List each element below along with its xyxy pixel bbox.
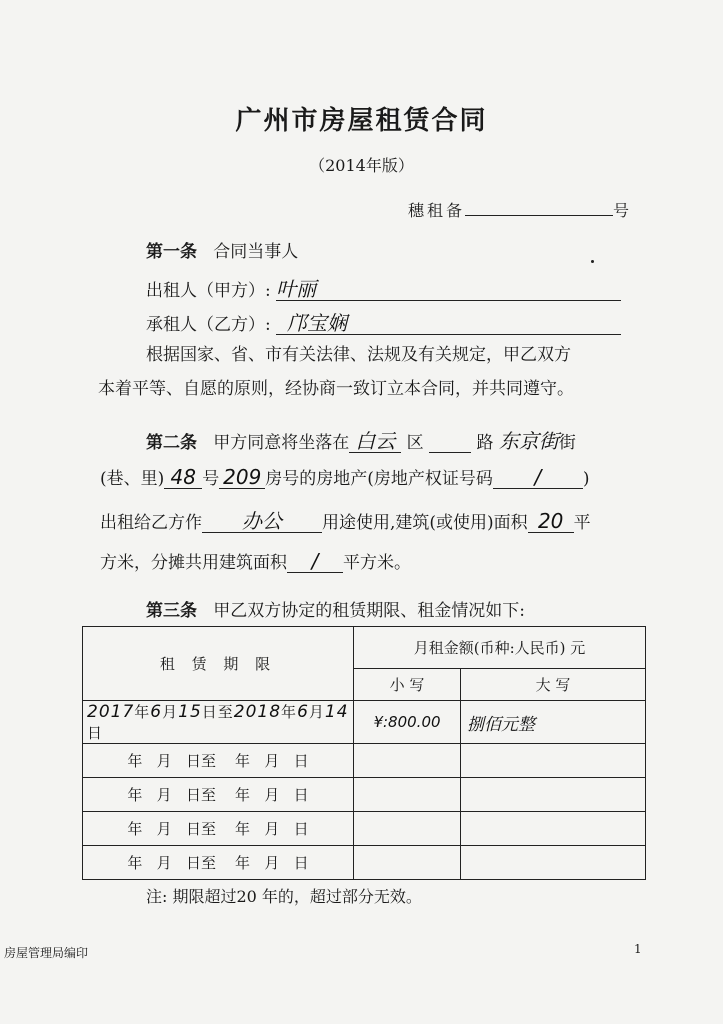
year-label-2: 年: [281, 703, 298, 721]
article3-text: 甲乙双方协定的租赁期限、租金情况如下:: [213, 601, 525, 621]
number1-field: [164, 467, 202, 489]
usage-value: 办公: [242, 509, 282, 533]
cert-close: ): [582, 469, 590, 489]
registration-blank: [465, 214, 613, 216]
table-row: [83, 701, 646, 744]
table-row: [83, 778, 646, 812]
lessee-value: 邝宝娴: [286, 311, 347, 335]
street-value: 东京街: [498, 429, 559, 453]
article1-heading-line: [146, 244, 298, 261]
rent-table: [82, 626, 646, 880]
usage-field: [202, 511, 322, 533]
table-header-row: [83, 627, 646, 669]
footer-publisher: 房屋管理局编印: [4, 946, 89, 960]
area-unit-1: 平: [573, 513, 591, 533]
number2-value: 209: [223, 465, 262, 489]
table-row: [83, 812, 646, 846]
period-cell: [83, 701, 354, 744]
article1-heading: 第一条: [146, 242, 197, 262]
rent-header: 月租金额(币种:人民币) 元: [354, 627, 646, 669]
day-to-label: 日至: [201, 703, 234, 721]
table-note: 注: 期限超过20 年的，超过部分无效。: [146, 887, 422, 906]
area-value: 20: [537, 509, 564, 533]
small-amount: [354, 846, 461, 880]
edition-label: （2014年版）: [309, 156, 414, 175]
article1-para2: 本着平等、自愿的原则，经协商一致订立本合同，并共同遵守。: [98, 379, 574, 399]
period-header: 租 赁 期 限: [83, 627, 354, 701]
shared-area-value: /: [311, 549, 319, 573]
end-year: 2018: [233, 702, 282, 722]
large-amount-value: 捌佰元整: [467, 714, 535, 735]
start-day: 15: [178, 702, 202, 722]
number2-field: [219, 467, 265, 489]
district-value: 白云: [355, 429, 396, 453]
shared-area-unit: 平方米。: [343, 553, 411, 573]
lessee-line: [146, 313, 621, 335]
small-amount: [354, 744, 461, 778]
cert-label: 房号的房地产(房地产权证号码: [265, 469, 493, 489]
area-field: [528, 511, 574, 533]
area-label: 用途使用,建筑(或使用)面积: [322, 513, 528, 533]
page-number: 1: [634, 942, 642, 956]
article2-line1: [146, 431, 576, 453]
start-month: 6: [150, 702, 163, 722]
article2-text1: 甲方同意将坐落在: [213, 433, 350, 453]
road-field: [429, 435, 471, 453]
period-cell: 年 月 日至 年 月 日: [83, 778, 354, 812]
article1-para1: 根据国家、省、市有关法律、法规及有关规定，甲乙双方: [146, 345, 571, 365]
large-header: 大 写: [461, 669, 646, 701]
article2-line3: [100, 511, 591, 533]
large-amount: [461, 744, 646, 778]
cert-field: [493, 467, 583, 489]
shared-area-field: [287, 551, 343, 573]
registration-suffix: 号: [613, 201, 633, 220]
lessee-label: 承租人（乙方）:: [146, 315, 271, 335]
article2-line2: [100, 467, 590, 489]
article2-line4: [100, 551, 411, 573]
lessee-field: [276, 313, 621, 335]
registration-number: [408, 198, 632, 221]
day-label: 日: [87, 724, 104, 742]
table-row: [83, 846, 646, 880]
lane-label: (巷、里): [100, 469, 165, 489]
small-amount: [354, 701, 461, 744]
period-cell: 年 月 日至 年 月 日: [83, 846, 354, 880]
large-amount: [461, 812, 646, 846]
month-label-2: 月: [308, 703, 325, 721]
end-month: 6: [297, 702, 309, 722]
large-amount: [461, 778, 646, 812]
registration-prefix: 穗租备: [408, 201, 466, 220]
small-header: 小 写: [354, 669, 461, 701]
lessor-line: [146, 279, 621, 301]
ink-dot: [591, 260, 594, 263]
small-amount: [354, 778, 461, 812]
street-label: 街: [558, 433, 576, 453]
small-amount: [354, 812, 461, 846]
large-amount: [461, 701, 646, 744]
article3-line: [146, 603, 525, 620]
period-cell: 年 月 日至 年 月 日: [83, 744, 354, 778]
number-label: 号: [202, 469, 220, 489]
end-day: 14: [324, 702, 349, 722]
lessor-value: 叶丽: [276, 277, 317, 301]
large-amount: [461, 846, 646, 880]
small-amount-value: ¥:800.00: [373, 713, 441, 731]
month-label: 月: [162, 703, 179, 721]
table-row: [83, 744, 646, 778]
district-label: 区: [406, 433, 424, 453]
lessor-label: 出租人（甲方）:: [146, 281, 271, 301]
number1-value: 48: [170, 465, 196, 489]
lease-to-label: 出租给乙方作: [100, 513, 202, 533]
lessor-field: [276, 279, 621, 301]
document-title: 广州市房屋租赁合同: [235, 106, 488, 136]
article2-heading: 第二条: [146, 433, 197, 453]
period-cell: 年 月 日至 年 月 日: [83, 812, 354, 846]
cert-value: /: [534, 465, 542, 489]
article1-text: 合同当事人: [213, 242, 299, 262]
year-label: 年: [134, 703, 151, 721]
shared-area-label: 方米，分摊共用建筑面积: [100, 553, 287, 573]
start-year: 2017: [87, 702, 135, 722]
district-field: [349, 431, 401, 453]
article3-heading: 第三条: [146, 601, 197, 621]
road-label: 路: [476, 433, 494, 453]
